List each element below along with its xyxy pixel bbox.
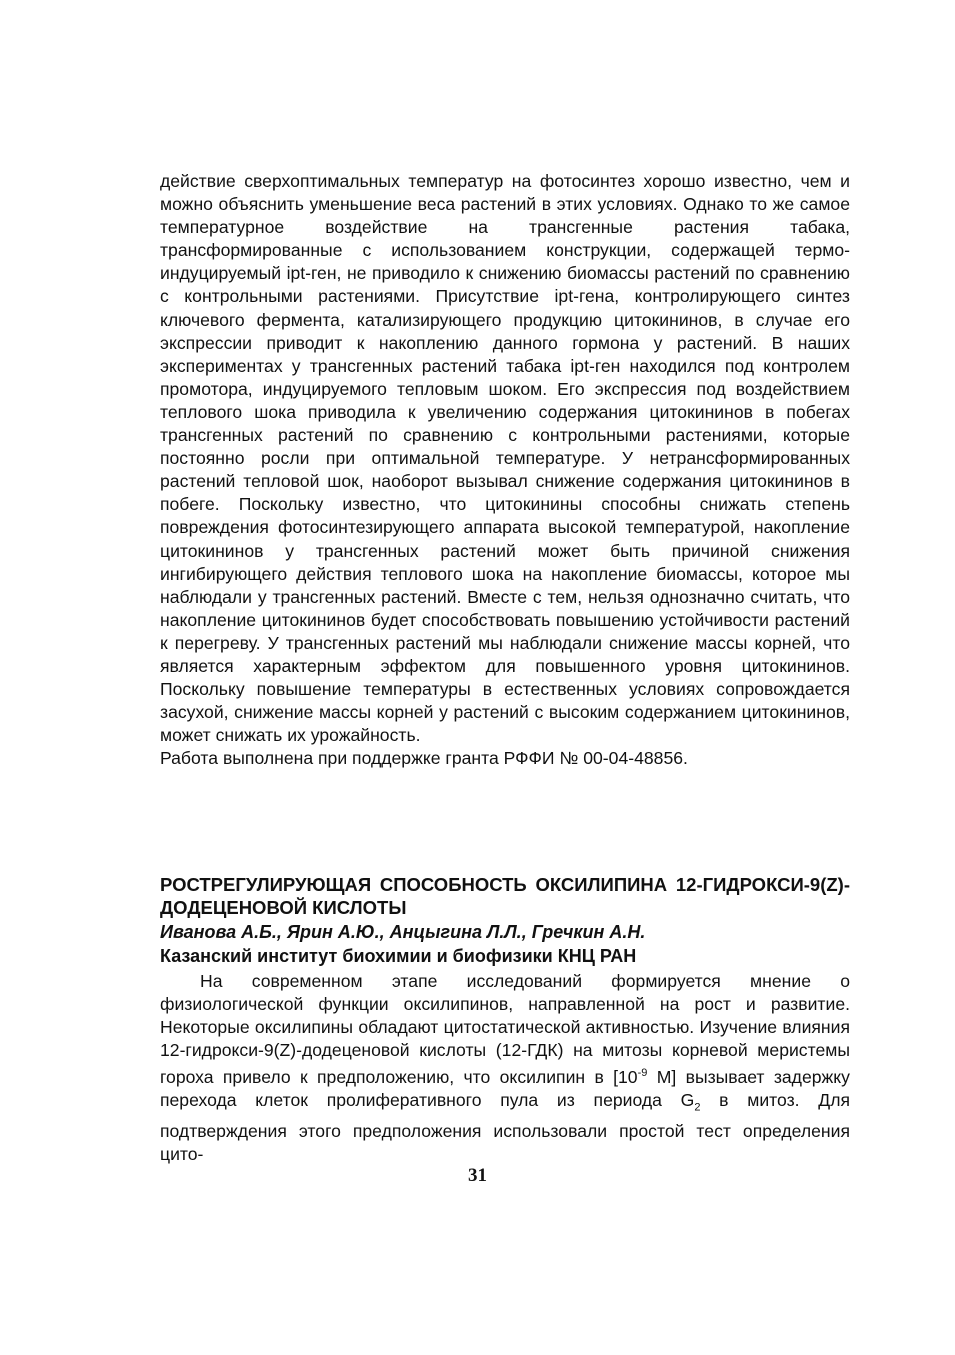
article-title: РОСТРЕГУЛИРУЮЩАЯ СПОСОБНОСТЬ ОКСИЛИПИНА 12-ГИДРОКСИ-9(Z)-ДОДЕЦЕНОВОЙ КИСЛОТЫ [160, 874, 850, 918]
page-number: 31 [468, 1165, 487, 1186]
abstract-text-1: На современном этапе исследований формируется мнение о физиологической функции оксилипинов, направленной на рост и развитие. Некоторые оксилипины обладают цитостатической активностью. Изучение влияния 12-гидрокси-9(Z)-додеценовой кислоты (12-ГДК) на митозы корневой меристемы гороха привело к предположению, что оксилипин в [10 [160, 971, 850, 1088]
abstract-exponent: -9 [637, 1067, 648, 1080]
abstract-subscript: 2 [694, 1101, 701, 1114]
article-authors: Иванова А.Б., Ярин А.Ю., Анцыгина Л.Л., Гречкин А.Н. [160, 922, 646, 942]
body-text [160, 170, 850, 770]
abstract-text-3: в митоз. Для подтверждения этого предположения использовали простой тест определения цито- [160, 1090, 851, 1165]
article-affiliation: Казанский институт биохимии и биофизики КНЦ РАН [160, 946, 637, 966]
grant-acknowledgement: Работа выполнена при поддержке гранта РФФИ № 00-04-48856. [160, 748, 688, 769]
abstract-text-2: М] вызывает задержку перехода клеток пролиферативного пула из периода G [160, 1067, 850, 1111]
abstract-paragraph [160, 970, 850, 1166]
paragraph: действие сверхоптимальных температур на фотосинтез хорошо известно, чем и можно объяснить уменьшение веса растений в этих условиях. Однако то же самое температурное воздействие на трансгенные растения табака, трансформированные с использованием конструкции, содержащей термо-индуцируемый ipt-ген, не приводило к снижению биомассы растений по сравнению с контрольными растениями. Присутствие ipt-гена, контролирующего синтез ключевого фермента, катализирующего продукцию цитокининов, в случае его экспрессии приводит к накоплению данного гормона у растений. В наших экспериментах у трансгенных растений табака ipt-ген находился под контролем промотора, индуцируемого тепловым шоком. Его экспрессия под воздействием теплового шока приводила к увеличению содержания цитокининов в побегах трансгенных растений по сравнению с контрольными растениями, которые постоянно росли при оптимальной температуре. У нетрансформированных растений тепловой шок, наоборот вызывал снижение содержания цитокининов в побеге. Поскольку известно, что цитокинины способны снижать степень повреждения фотосинтезирующего аппарата высокой температурой, накопление цитокининов у трансгенных растений может быть причиной снижения ингибирующего действия теплового шока на накопление биомассы, которое мы наблюдали у трансгенных растений. Вместе с тем, нельзя однозначно считать, что накопление цитокининов будет способствовать повышению устойчивости растений к перегреву. У трансгенных растений мы наблюдали снижение массы корней, что является характерным эффектом для повышенного уровня цитокининов. Поскольку повышение температуры в естественных условиях сопровождается засухой, снижение массы корней у растений с высоким содержанием цитокининов, может снижать их урожайность. [160, 171, 850, 746]
